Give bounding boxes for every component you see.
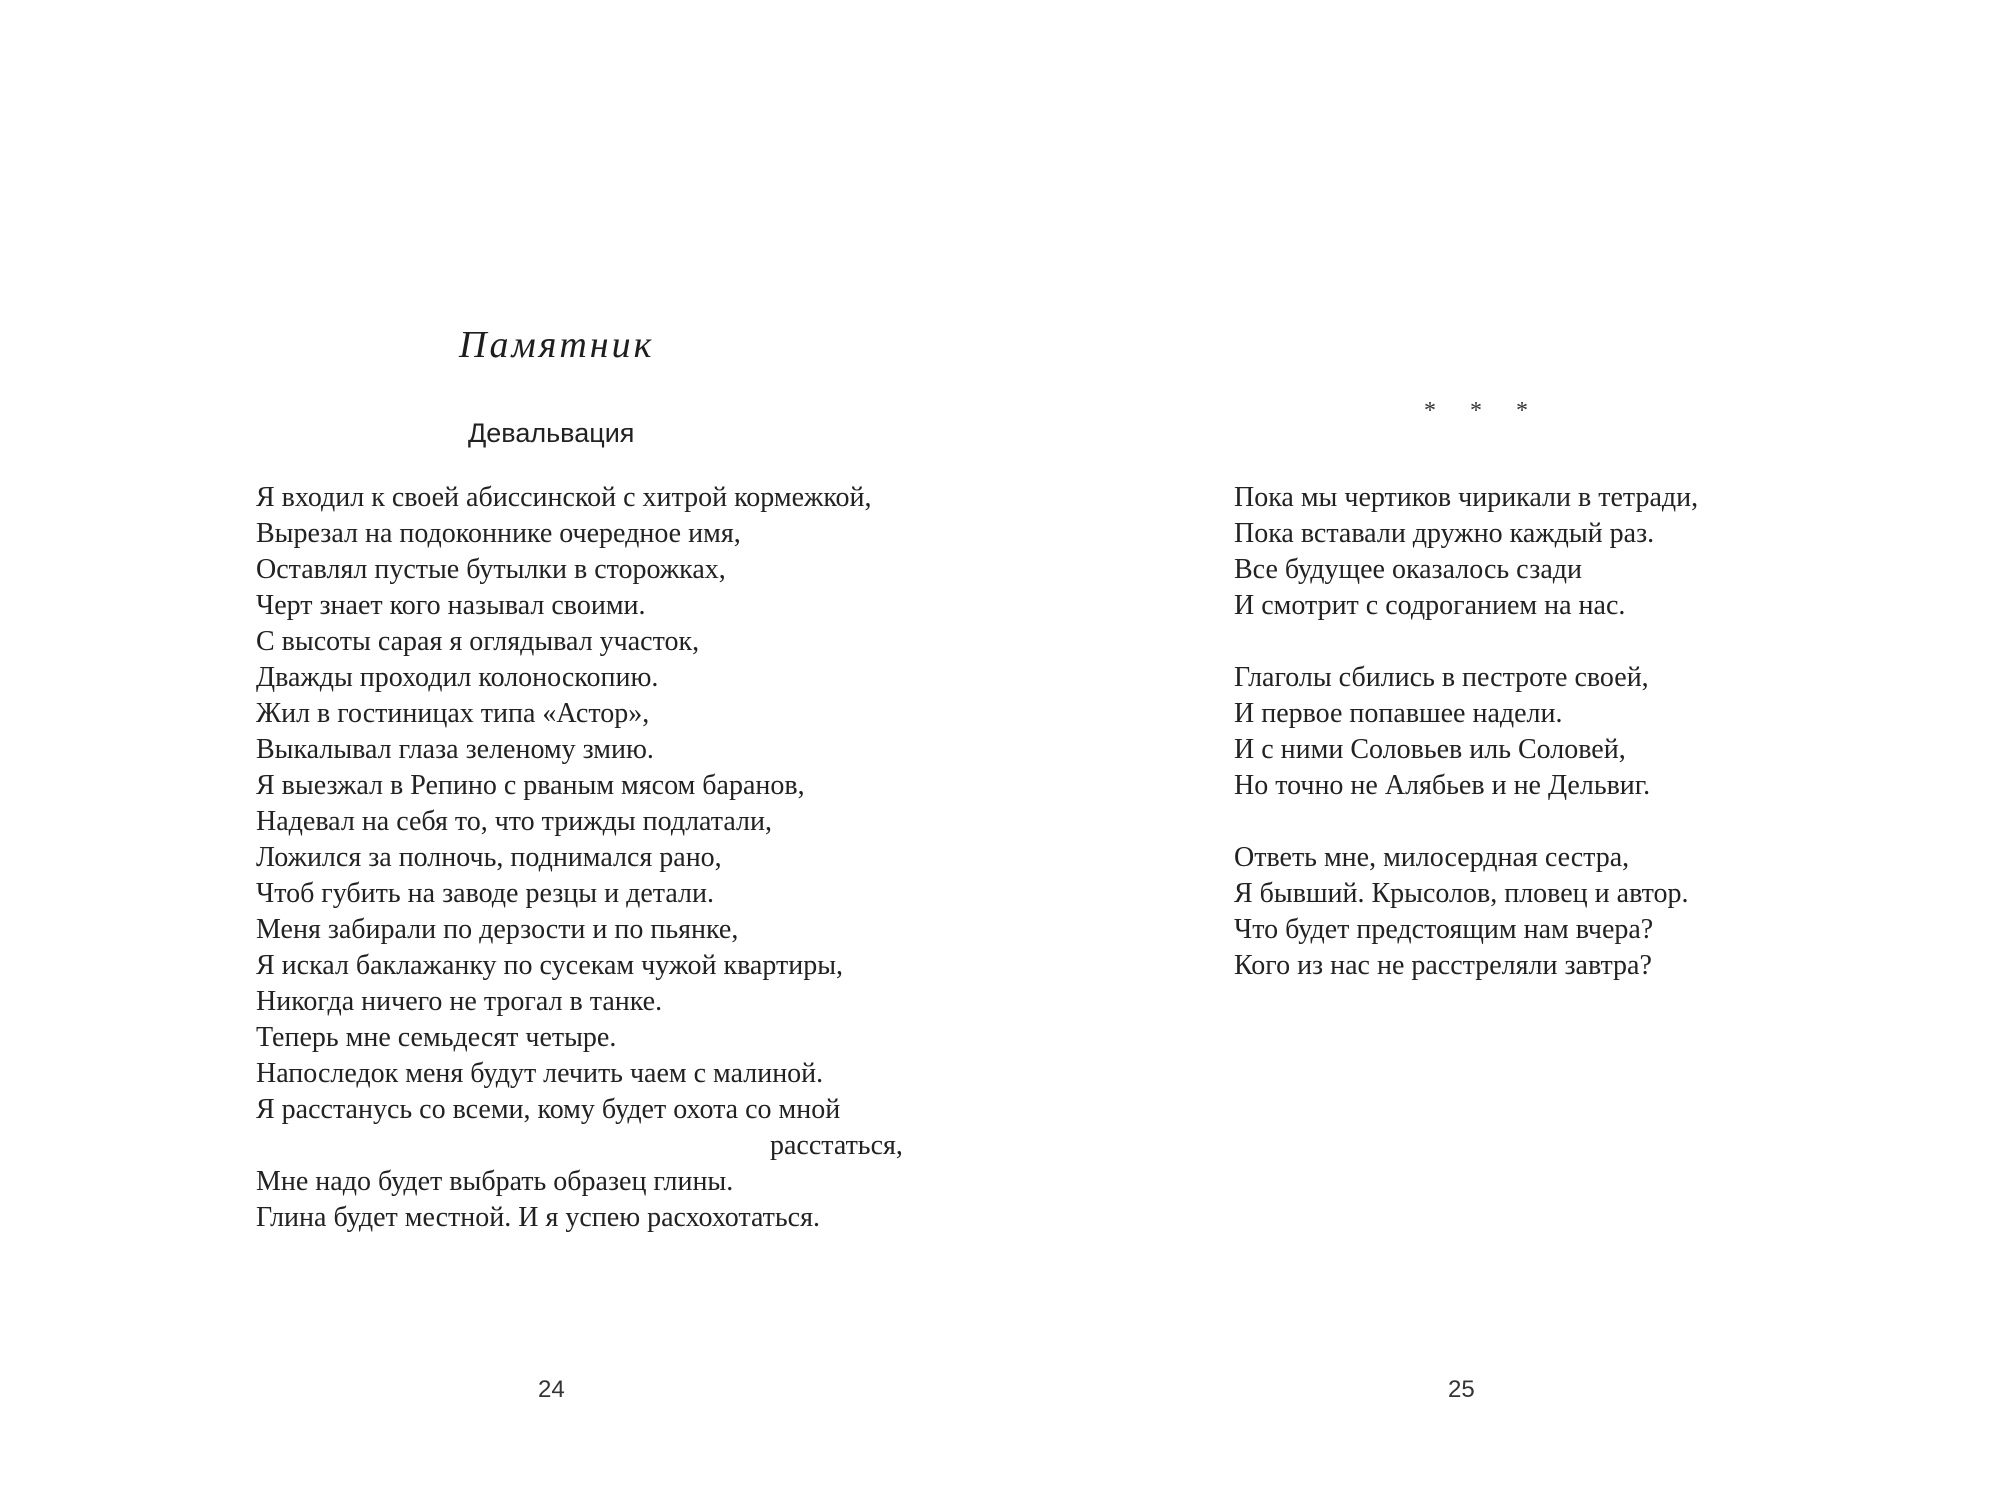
poem-line: Глина будет местной. И я успею расхохотаться. (256, 1202, 820, 1233)
poem-line: Жил в гостиницах типа «Астор», (256, 698, 650, 729)
poem-line: Надевал на себя то, что трижды подлатали, (256, 806, 772, 837)
section-title: Памятник (459, 324, 655, 366)
poem-line: Теперь мне семьдесят четыре. (256, 1022, 617, 1053)
poem-line: С высоты сарая я оглядывал участок, (256, 626, 700, 657)
poem-line: Кого из нас не расстреляли завтра? (1234, 950, 1652, 981)
poem-line: Ложился за полночь, поднимался рано, (256, 842, 722, 873)
poem-line: Я искал баклажанку по сусекам чужой квартиры, (256, 950, 844, 981)
poem-line: Пока вставали дружно каждый раз. (1234, 518, 1655, 549)
page-number-right: 25 (1448, 1376, 1475, 1403)
poem-line: Напоследок меня будут лечить чаем с малиной. (256, 1058, 824, 1089)
poem-line: Глаголы сбились в пестроте своей, (1234, 662, 1649, 693)
poem-line-continuation: расстаться, (770, 1130, 903, 1161)
poem-line: И с ними Соловьев иль Соловей, (1234, 734, 1626, 765)
poem-line: И смотрит с содроганием на нас. (1234, 590, 1626, 621)
poem-line: И первое попавшее надели. (1234, 698, 1563, 729)
stanza-break (1234, 624, 1698, 660)
poem-title: Девальвация (468, 418, 635, 448)
poem-line: Вырезал на подоконнике очередное имя, (256, 518, 741, 549)
poem-line: Я входил к своей абиссинской с хитрой кормежкой, (256, 482, 872, 513)
poem-line: Никогда ничего не трогал в танке. (256, 986, 663, 1017)
poem-line: Оставлял пустые бутылки в сторожках, (256, 554, 726, 585)
poem-untitled (1234, 480, 1698, 984)
poem-line: Все будущее оказалось сзади (1234, 554, 1583, 585)
poem-line: Меня забирали по дерзости и по пьянке, (256, 914, 739, 945)
poem-line: Я расстанусь со всеми, кому будет охота со мной (256, 1094, 841, 1125)
poem-line: Я выезжал в Репино с рваным мясом баранов, (256, 770, 805, 801)
poem-line: Ответь мне, милосердная сестра, (1234, 842, 1630, 873)
stanza-break (1234, 804, 1698, 840)
poem-line: Мне надо будет выбрать образец глины. (256, 1166, 734, 1197)
poem-line: Выкалывал глаза зеленому змию. (256, 734, 654, 765)
poem-line: Дважды проходил колоноскопию. (256, 662, 659, 693)
poem-line: Но точно не Алябьев и не Дельвиг. (1234, 770, 1651, 801)
poem-line: Что будет предстоящим нам вчера? (1234, 914, 1654, 945)
poem-line: Пока мы чертиков чирикали в тетради, (1234, 482, 1699, 513)
right-page (1000, 0, 2000, 1493)
poem-line: Чтоб губить на заводе резцы и детали. (256, 878, 714, 909)
poem-line: Я бывший. Крысолов, пловец и автор. (1234, 878, 1689, 909)
asterism-separator: * * * (1424, 398, 1542, 424)
poem-devalvatsiya (256, 480, 903, 1236)
poem-line: Черт знает кого называл своими. (256, 590, 646, 621)
page-number-left: 24 (538, 1376, 565, 1403)
